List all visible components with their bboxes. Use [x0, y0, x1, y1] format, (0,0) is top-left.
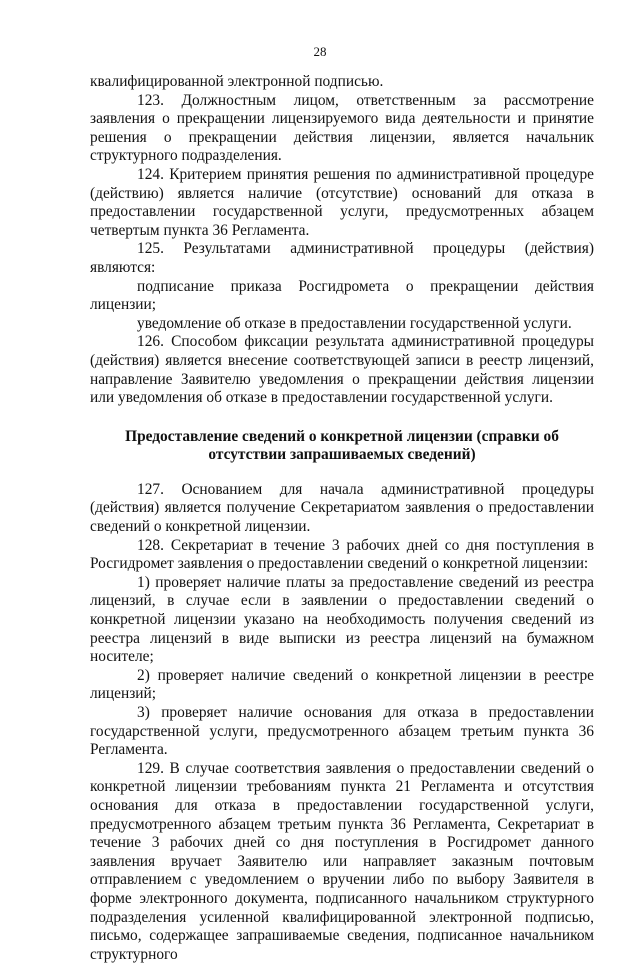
paragraphs-bottom	[90, 481, 594, 964]
paragraph: 125. Результатами административной процедуры (действия) являются:	[90, 240, 594, 276]
paragraph: 123. Должностным лицом, ответственным за рассмотрение заявления о прекращении лицензируемого вида деятельности и принятие решения о прекращении действия лицензии, является начальник структурного подразделения.	[90, 91, 594, 165]
paragraph: 128. Секретариат в течение 3 рабочих дней со дня поступления в Росгидромет заявления о предоставлении сведений о конкретной лицензии:	[90, 536, 594, 573]
paragraph: 129. В случае соответствия заявления о предоставлении сведений о конкретной лицензии требованиям пункта 21 Регламента и отсутствия основания для отказа в предоставлении государственной услуги, предусмотренного абзацем третьим пункта 36 Регламента, Секретариат в течение 3 рабочих дней со дня поступления в Росгидромет данного заявления вручает Заявителю или направляет заказным почтовым отправлением с уведомлением о вручении либо по выбору Заявителя в форме электронного документа, подписанного начальником структурного подразделения усиленной квалифицированной электронной подписью, письмо, содержащее запрашиваемые сведения, подписанное начальником структурного	[90, 759, 594, 963]
paragraph: 124. Критерием принятия решения по административной процедуре (действию) является наличие (отсутствие) оснований для отказа в предоставлении государственной услуги, предусмотренных абзацем четвертым пункта 36 Регламента.	[90, 165, 594, 239]
paragraph: 1) проверяет наличие платы за предоставление сведений из реестра лицензий, в случае если в заявлении о предоставлении сведений о конкретной лицензии указано на необходимость получения сведений из реестра лицензий в виде выписки из реестра лицензий на бумажном носителе;	[90, 573, 594, 666]
paragraph: 3) проверяет наличие основания для отказа в предоставлении государственной услуги, предусмотренного абзацем третьим пункта 36 Регламента.	[90, 704, 594, 759]
paragraph: подписание приказа Росгидромета о прекращении действия лицензии;	[90, 277, 594, 314]
document-body	[90, 73, 594, 964]
paragraph: 126. Способом фиксации результата административной процедуры (действия) является внесение соответствующей записи в реестр лицензий, направление Заявителю уведомления о прекращении действия лицензии или уведомления об отказе в предоставлении государственной услуги.	[90, 333, 594, 407]
paragraph: 2) проверяет наличие сведений о конкретной лицензии в реестре лицензий;	[90, 666, 594, 703]
paragraphs-top	[90, 73, 594, 408]
paragraph: 127. Основанием для начала административной процедуры (действия) является получение Секретариатом заявления о предоставлении сведений о конкретной лицензии.	[90, 480, 594, 536]
page-number: 28	[313, 44, 327, 59]
paragraph: уведомление об отказе в предоставлении государственной услуги.	[137, 314, 572, 332]
paragraph: квалифицированной электронной подписью.	[90, 73, 384, 90]
section-heading: Предоставление сведений о конкретной лицензии (справки об отсутствии запрашиваемых сведений)	[125, 427, 559, 464]
